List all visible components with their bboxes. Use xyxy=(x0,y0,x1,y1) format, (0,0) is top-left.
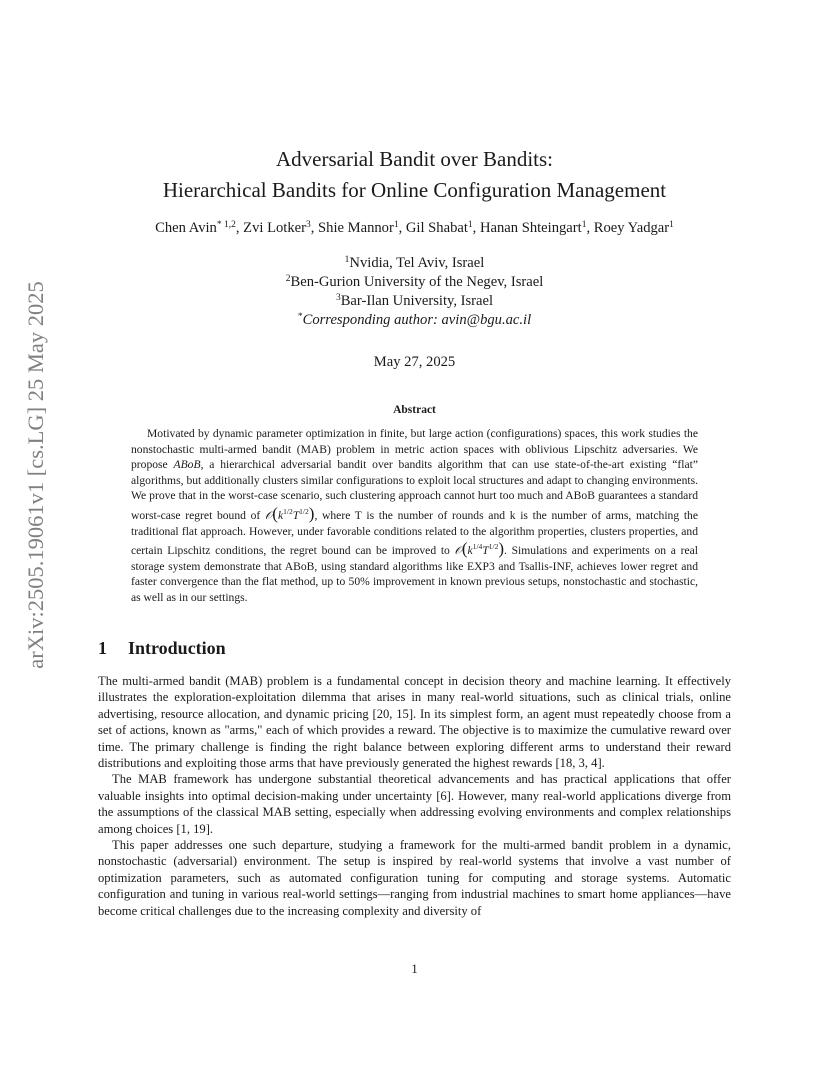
algorithm-name: ABoB xyxy=(173,458,201,472)
author: Chen Avin$^{* 1,2}$ xyxy=(155,220,236,236)
abstract-body: Motivated by dynamic parameter optimization in finite, but large action (configurations) spaces, this work studies the nonstochastic multi-armed bandit (MAB) problem in metric action spaces with oblivious Lipschitz adversaries. We propose ABoB, a hierarchical adversarial bandit over bandits algorithm that can use state-of-the-art existing “flat” algorithms, but additionally clusters similar configurations to exploit local structures and adapt to changing environments. We prove that in the worst-case scenario, such clustering approach cannot hurt too much and ABoB guarantees a standard worst-case regret bound of $𝒪(k^{1/2}T^{1/2})$, where T is the number of rounds and k is the number of arms, matching the traditional flat approach. However, under favorable conditions related to the algorithm properties, clusters properties, and certain Lipschitz conditions, the regret bound can be improved to $𝒪(k^{1/4}T^{1/2})$. Simulations and experiments on a real storage system demonstrate that ABoB, using standard algorithms like EXP3 and Tsallis-INF, achieves lower regret and faster convergence than the flat method, up to 50% improvement in known previous setups, nonstochastic and stochastic, as well as in our settings. xyxy=(131,427,699,604)
regret-bound-flat: $𝒪(k^{1/2}T^{1/2})$ xyxy=(264,503,315,523)
author: Shie Mannor$^1$ xyxy=(318,220,399,236)
author: Roey Yadgar$^1$ xyxy=(593,220,674,236)
paper-title xyxy=(98,144,731,206)
publication-date: May 27, 2025 xyxy=(373,354,456,370)
author: Zvi Lotker$^3$ xyxy=(243,220,311,236)
paragraph: The MAB framework has undergone substantial theoretical advancements and has practical applications that offer valuable insights into optimal decision-making under uncertainty [6]. However, many real-world applications diverge from the assumptions of the classical MAB setting, especially when addressing evolving environments and complex relationships among choices [1, 19]. xyxy=(98,772,731,836)
author-list: Chen Avin$^{* 1,2}$, Zvi Lotker$^3$, Shie Mannor$^1$, Gil Shabat$^1$, Hanan Shteingart$^1$, Roey Yadgar$^1$ xyxy=(155,220,674,236)
affiliation: $^1$Nvidia, Tel Aviv, Israel xyxy=(344,255,485,271)
arxiv-identifier: arXiv:2505.19061v1 [cs.LG] 25 May 2025 xyxy=(23,281,48,669)
corresponding-author: *Corresponding author: avin@bgu.ac.il xyxy=(297,312,532,328)
arxiv-sidebar xyxy=(14,275,58,675)
author: Gil Shabat$^1$ xyxy=(405,220,473,236)
paragraph: The multi-armed bandit (MAB) problem is a fundamental concept in decision theory and machine learning. It effectively illustrates the exploration-exploitation dilemma that arises in many real-world situations, such as clinical trials, online advertising, resource allocation, and dynamic pricing [20, 15]. In its simplest form, an agent must repeatedly choose from a set of actions, known as "arms," each of which provides a reward. The objective is to maximize the cumulative reward over time. The primary challenge is finding the right balance between exploring different arms to understand their reward distributions and exploiting those arms that have previously generated the highest rewards [18, 3, 4]. xyxy=(98,674,731,771)
regret-bound-improved: $𝒪(k^{1/4}T^{1/2})$ xyxy=(454,539,504,559)
abstract-heading: Abstract xyxy=(393,404,436,416)
author: Hanan Shteingart$^1$ xyxy=(479,220,587,236)
title-line-1: Adversarial Bandit over Bandits: xyxy=(275,147,554,171)
paragraph: This paper addresses one such departure, studying a framework for the multi-armed bandit problem in a dynamic, nonstochastic (adversarial) environment. The setup is inspired by real-world systems that involve a vast number of optimization parameters, such as automated configuration tuning for computing and storage systems. Automatic configuration and tuning in various real-world settings—ranging from industrial machines to smart home appliances—have become critical challenges due to the increasing complexity and diversity of xyxy=(98,838,731,918)
section-heading xyxy=(98,638,226,659)
affiliation: $^2$Ben-Gurion University of the Negev, Israel xyxy=(285,274,544,290)
section-number: 1 xyxy=(98,638,107,658)
title-line-2: Hierarchical Bandits for Online Configuration Management xyxy=(162,178,667,202)
affiliation: $^3$Bar-Ilan University, Israel xyxy=(335,293,494,309)
section-title: Introduction xyxy=(128,638,226,658)
introduction-body xyxy=(98,673,731,919)
affiliation-list xyxy=(98,254,731,330)
page-number: 1 xyxy=(411,962,418,976)
